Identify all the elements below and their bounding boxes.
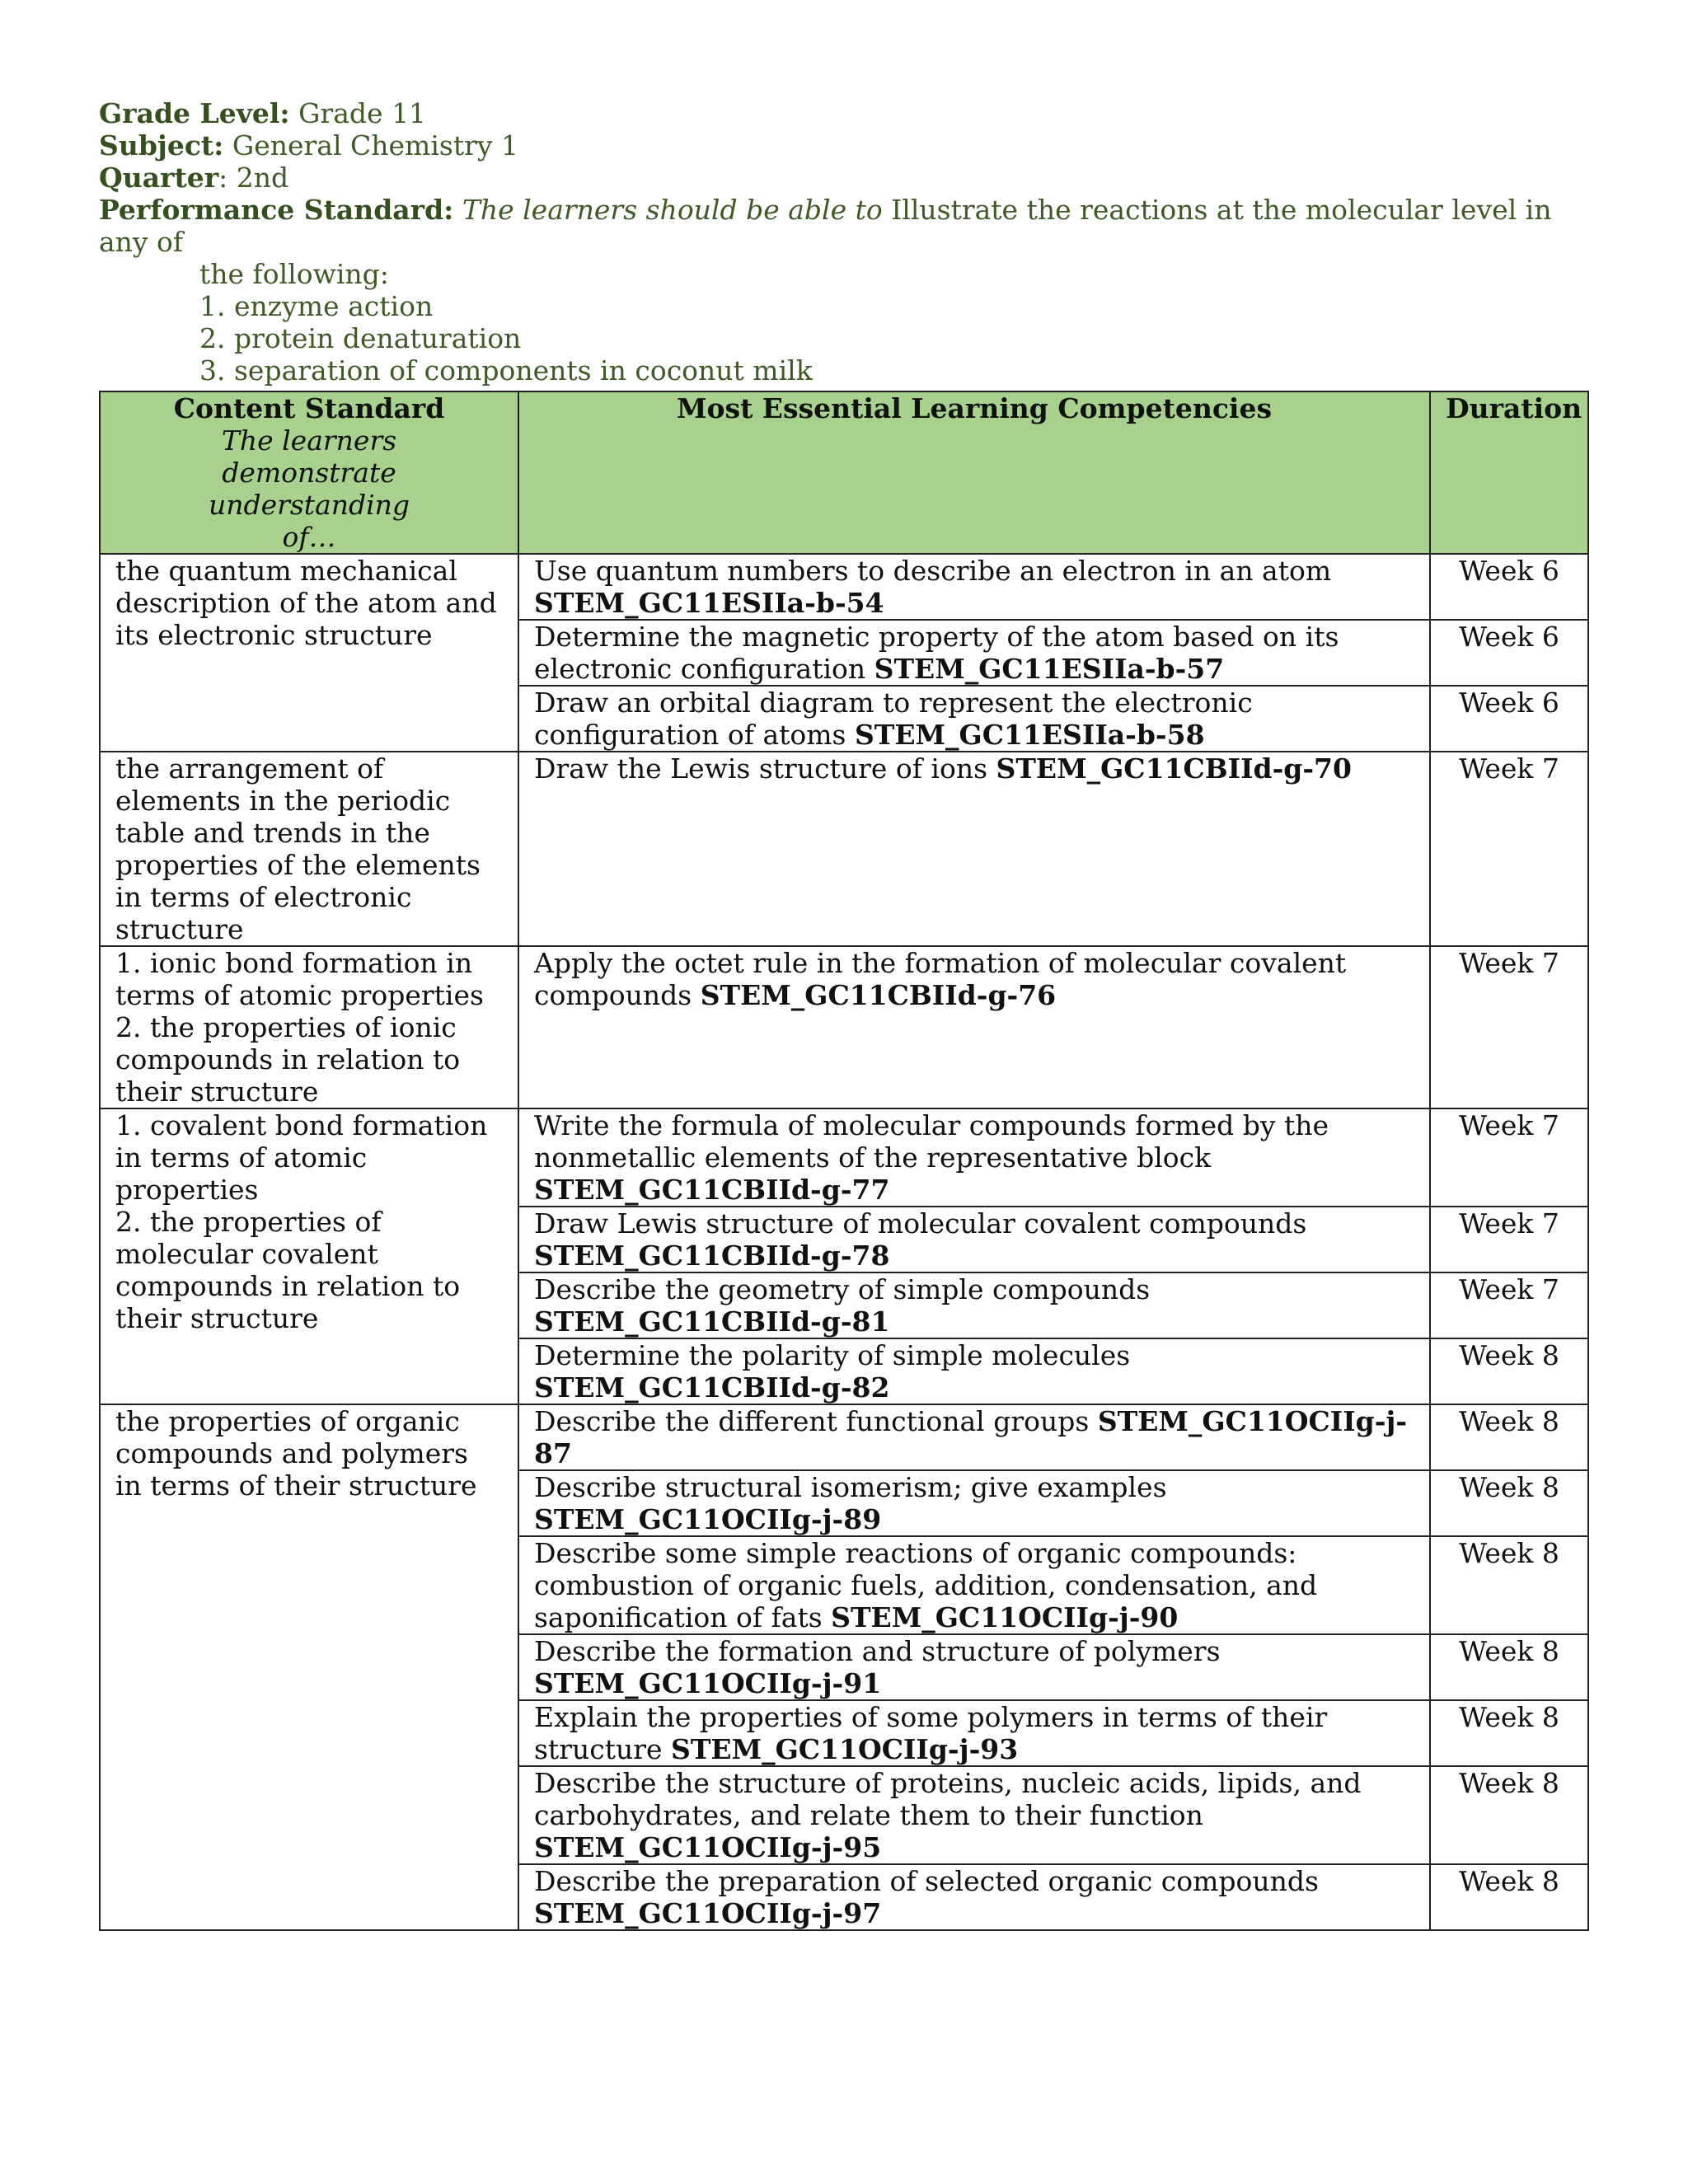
competency-code: STEM_GC11OCIIg-j-97 xyxy=(534,1897,882,1929)
competency-cell xyxy=(518,554,1430,620)
competency-code: STEM_GC11OCIIg-j-89 xyxy=(534,1503,882,1535)
content-standard-line: 2. the properties of molecular covalent compounds in relation to their structure xyxy=(115,1206,461,1334)
competencies-table xyxy=(99,391,1589,1931)
melc-header: Most Essential Learning Competencies xyxy=(518,391,1430,554)
table-row xyxy=(100,554,1588,620)
table-header-row xyxy=(100,391,1588,554)
duration-cell: Week 8 xyxy=(1430,1634,1588,1700)
competency-cell xyxy=(518,686,1430,752)
subject-line xyxy=(99,129,1607,162)
content-standard-line: 1. ionic bond formation in terms of atomic properties xyxy=(115,947,484,1011)
duration-cell: Week 6 xyxy=(1430,686,1588,752)
performance-standard-continuation: the following: xyxy=(199,258,389,290)
competency-text: Draw the Lewis structure of ions xyxy=(534,752,988,785)
content-standard-line: 1. covalent bond formation in terms of atomic properties xyxy=(115,1109,488,1206)
duration-cell: Week 8 xyxy=(1430,1470,1588,1536)
competency-cell xyxy=(518,1700,1430,1766)
duration-cell: Week 7 xyxy=(1430,1207,1588,1272)
competency-text: Write the formula of molecular compounds formed by the nonmetallic elements of the representative block xyxy=(534,1109,1329,1174)
grade-level-label: Grade Level: xyxy=(99,97,290,129)
competency-cell xyxy=(518,1470,1430,1536)
duration-cell: Week 8 xyxy=(1430,1404,1588,1470)
performance-standard-item: 3. separation of components in coconut milk xyxy=(199,354,813,387)
competency-text: Describe the different functional groups xyxy=(534,1405,1090,1437)
competency-cell xyxy=(518,1207,1430,1272)
competency-code: STEM_GC11CBIId-g-82 xyxy=(534,1371,890,1404)
competency-code: STEM_GC11ESIIa-b-57 xyxy=(874,653,1225,685)
quarter-line xyxy=(99,162,1607,194)
table-row xyxy=(100,752,1588,946)
competency-code: STEM_GC11CBIId-g-77 xyxy=(534,1174,890,1206)
content-standard-cell xyxy=(100,1108,518,1404)
competency-cell xyxy=(518,1272,1430,1338)
content-standard-cell: the properties of organic compounds and polymers in terms of their structure xyxy=(100,1404,518,1930)
competency-text: Describe the formation and structure of polymers xyxy=(534,1635,1221,1667)
duration-cell: Week 7 xyxy=(1430,1272,1588,1338)
competency-cell xyxy=(518,752,1430,946)
competency-code: STEM_GC11CBIId-g-76 xyxy=(700,979,1057,1011)
competency-code: STEM_GC11OCIIg-j-95 xyxy=(534,1831,882,1863)
competency-code: STEM_GC11ESIIa-b-54 xyxy=(534,587,884,619)
duration-cell: Week 8 xyxy=(1430,1700,1588,1766)
grade-level-value: Grade 11 xyxy=(298,97,427,129)
performance-standard-label: Performance Standard: xyxy=(99,194,454,226)
quarter-value: : 2nd xyxy=(218,162,289,194)
competency-text: Describe the structure of proteins, nucleic acids, lipids, and carbohydrates, and relate them to their function xyxy=(534,1767,1362,1831)
duration-cell: Week 6 xyxy=(1430,620,1588,686)
competency-code: STEM_GC11OCIIg-j-93 xyxy=(671,1733,1019,1765)
quarter-label: Quarter xyxy=(99,162,219,194)
duration-cell: Week 7 xyxy=(1430,946,1588,1108)
competency-code: STEM_GC11OCIIg-j-90 xyxy=(831,1601,1179,1633)
competency-cell xyxy=(518,1536,1430,1634)
competency-code: STEM_GC11OCIIg-j-91 xyxy=(534,1667,882,1699)
duration-cell: Week 8 xyxy=(1430,1864,1588,1930)
content-standard-cell xyxy=(100,946,518,1108)
performance-standard-lead: The learners should be able to xyxy=(462,194,883,226)
grade-level-line xyxy=(99,97,1607,129)
duration-cell: Week 7 xyxy=(1430,1108,1588,1207)
competency-cell xyxy=(518,1766,1430,1864)
duration-header: Duration xyxy=(1430,391,1588,554)
competency-text: Apply the octet rule in the formation of molecular covalent compounds xyxy=(534,947,1347,1011)
duration-cell: Week 6 xyxy=(1430,554,1588,620)
performance-standard-list xyxy=(99,290,1607,387)
duration-cell: Week 7 xyxy=(1430,752,1588,946)
table-row xyxy=(100,1404,1588,1470)
subject-label: Subject: xyxy=(99,129,224,162)
performance-standard-text: Illustrate the reactions at the molecular level in any of xyxy=(99,194,1552,258)
competency-cell xyxy=(518,946,1430,1108)
competency-cell xyxy=(518,1864,1430,1930)
competency-cell xyxy=(518,1634,1430,1700)
competency-cell xyxy=(518,1404,1430,1470)
competency-text: Determine the polarity of simple molecules xyxy=(534,1339,1131,1371)
competency-text: Describe the preparation of selected organic compounds xyxy=(534,1865,1319,1897)
duration-cell: Week 8 xyxy=(1430,1536,1588,1634)
competency-text: Determine the magnetic property of the atom based on its electronic configuration xyxy=(534,621,1339,685)
content-standard-title: Content Standard xyxy=(173,392,445,424)
competency-text: Describe the geometry of simple compounds xyxy=(534,1273,1151,1305)
competency-code: STEM_GC11ESIIa-b-58 xyxy=(854,719,1205,751)
content-standard-subtitle: The learners demonstrate understanding of… xyxy=(208,424,410,553)
performance-standard-line xyxy=(99,194,1607,258)
competency-text: Draw Lewis structure of molecular covalent compounds xyxy=(534,1207,1307,1240)
performance-standard-item: 2. protein denaturation xyxy=(199,322,522,354)
competency-cell xyxy=(518,620,1430,686)
content-standard-header xyxy=(100,391,518,554)
content-standard-cell: the quantum mechanical description of the atom and its electronic structure xyxy=(100,554,518,752)
competency-code: STEM_GC11CBIId-g-78 xyxy=(534,1240,890,1272)
subject-value: General Chemistry 1 xyxy=(232,129,519,162)
duration-cell: Week 8 xyxy=(1430,1338,1588,1404)
competency-text: Explain the properties of some polymers in terms of their structure xyxy=(534,1701,1328,1765)
performance-standard-item: 1. enzyme action xyxy=(199,290,434,322)
competency-code: STEM_GC11OCIIg-j-87 xyxy=(534,1405,1408,1469)
competency-text: Draw an orbital diagram to represent the electronic configuration of atoms xyxy=(534,687,1253,751)
competency-code: STEM_GC11CBIId-g-70 xyxy=(996,752,1352,785)
competency-code: STEM_GC11CBIId-g-81 xyxy=(534,1305,890,1338)
competency-text: Describe structural isomerism; give examples xyxy=(534,1471,1167,1503)
competency-text: Describe some simple reactions of organic compounds: combustion of organic fuels, addition, condensation, and saponification of fats xyxy=(534,1537,1318,1633)
duration-cell: Week 8 xyxy=(1430,1766,1588,1864)
content-standard-cell: the arrangement of elements in the periodic table and trends in the properties of the elements in terms of electronic structure xyxy=(100,752,518,946)
document-header xyxy=(99,97,1607,387)
competency-cell xyxy=(518,1108,1430,1207)
competency-text: Use quantum numbers to describe an electron in an atom xyxy=(534,555,1332,587)
content-standard-line: 2. the properties of ionic compounds in relation to their structure xyxy=(115,1011,461,1108)
table-row xyxy=(100,1108,1588,1207)
table-row xyxy=(100,946,1588,1108)
competency-cell xyxy=(518,1338,1430,1404)
table-body xyxy=(100,554,1588,1930)
